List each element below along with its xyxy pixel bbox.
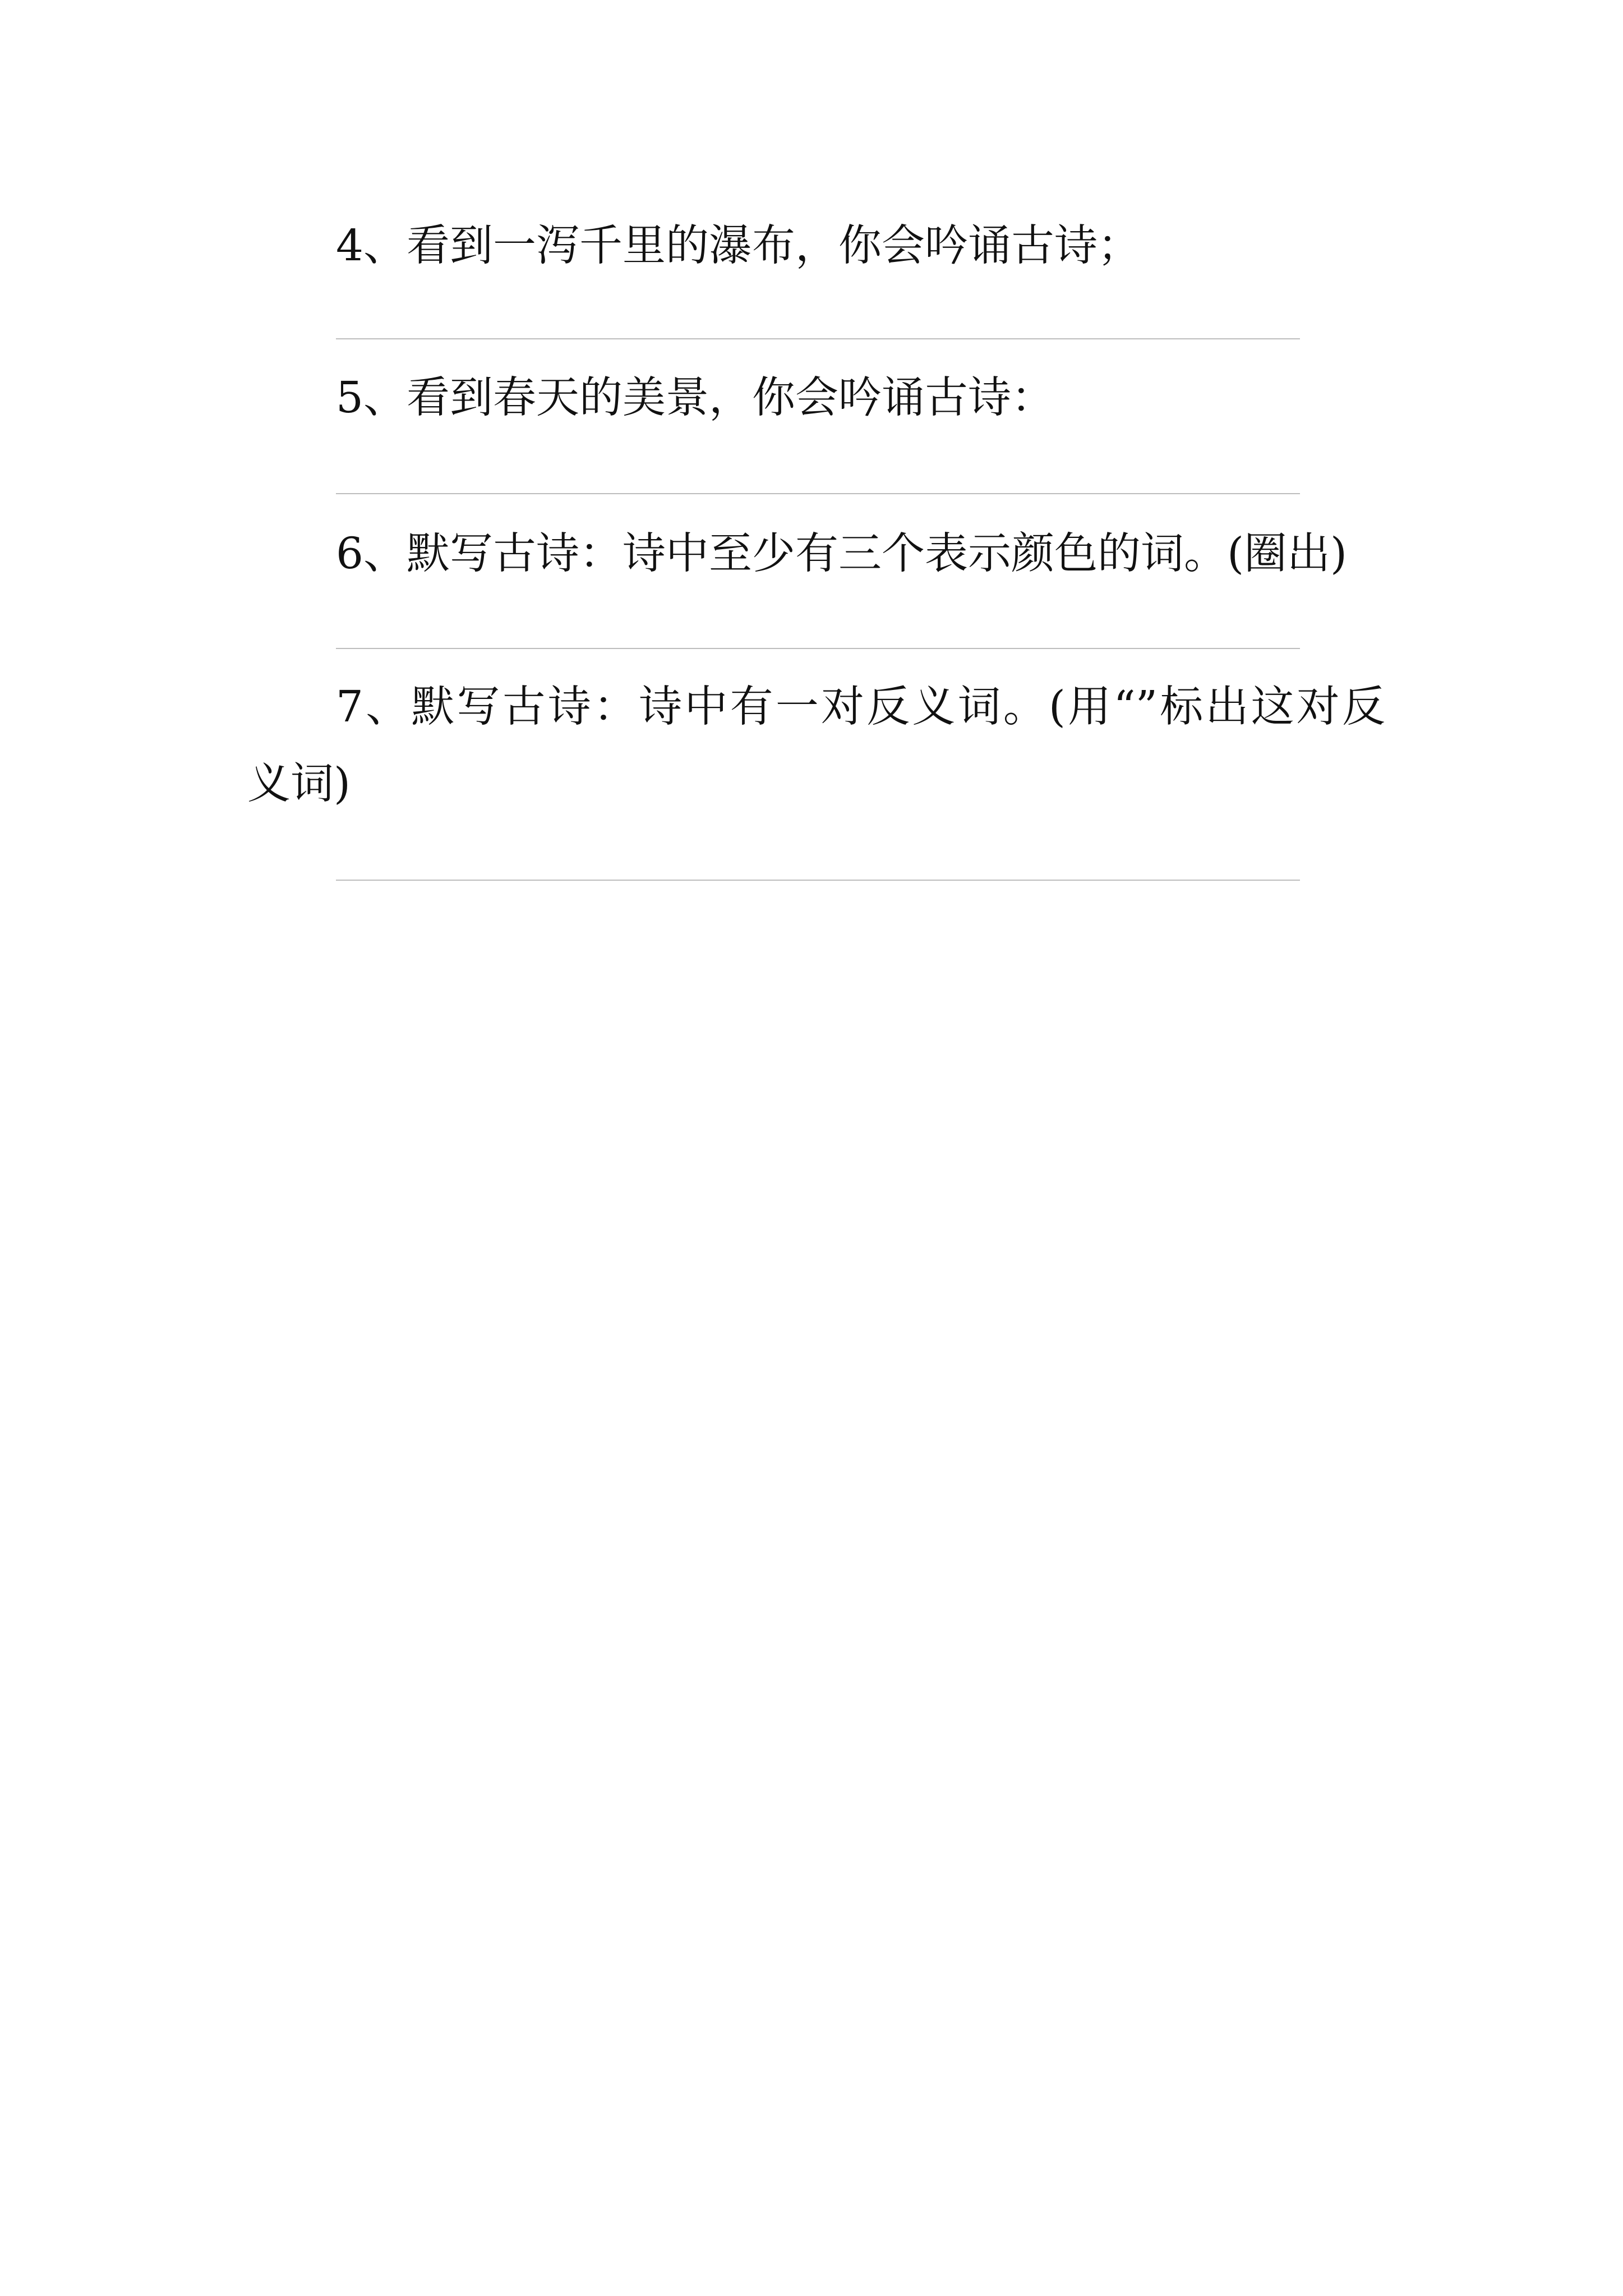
question-text: 5、看到春天的美景，你会吟诵古诗： bbox=[336, 373, 1054, 423]
question-text: 7、默写古诗：诗中有一对反义词。(用“”标出这对反 bbox=[336, 682, 1385, 732]
answer-line bbox=[336, 648, 1300, 649]
answer-line bbox=[336, 338, 1300, 339]
answer-line bbox=[336, 493, 1300, 494]
question-text-continued: 义词) bbox=[247, 759, 351, 809]
question-text: 4、看到一泻千里的瀑布，你会吟诵古诗； bbox=[336, 221, 1141, 271]
question-text: 6、默写古诗：诗中至少有三个表示颜色的词。(圈出) bbox=[336, 529, 1348, 579]
answer-line bbox=[336, 880, 1300, 881]
